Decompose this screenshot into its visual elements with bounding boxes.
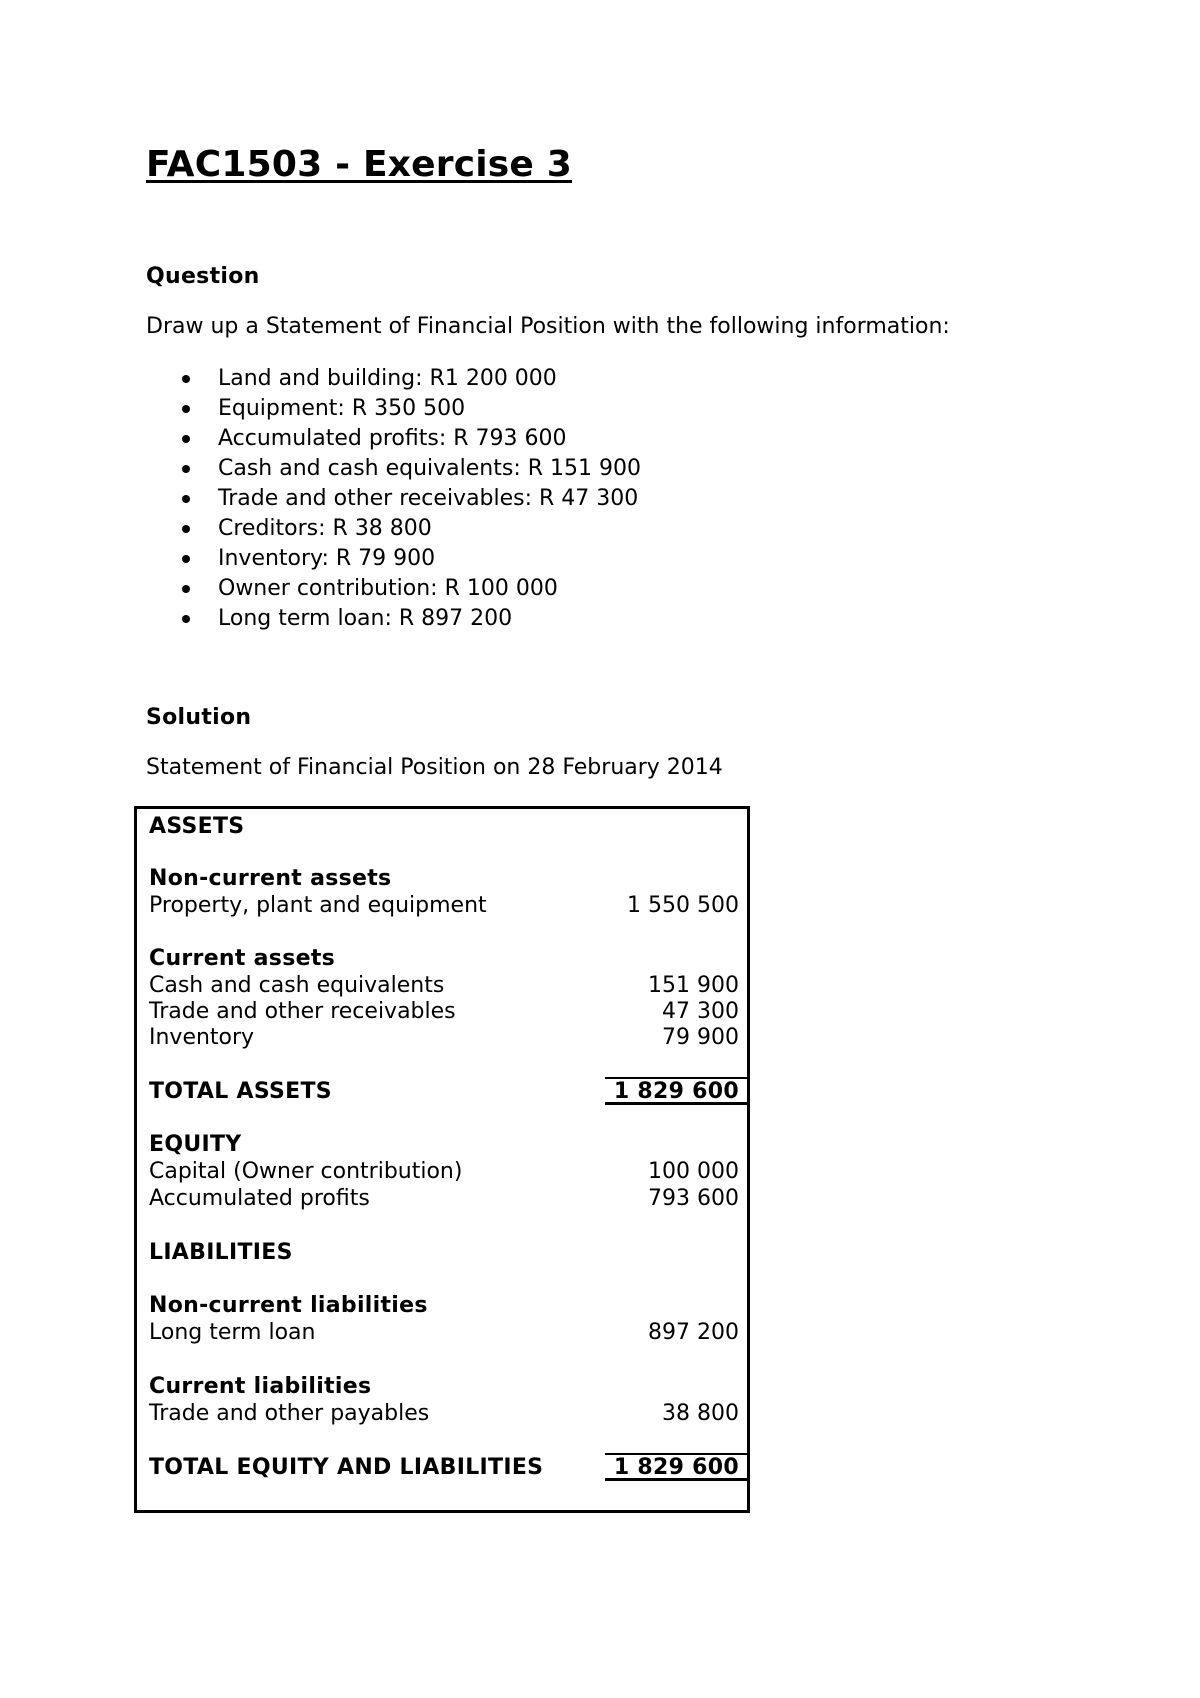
list-item — [146, 514, 641, 544]
bullet-icon — [182, 555, 190, 563]
list-item-text: Accumulated profits: R 793 600 — [218, 426, 567, 451]
row-amount: 47 300 — [662, 999, 739, 1024]
non-current-liabilities-heading — [149, 1293, 739, 1319]
list-item — [146, 364, 641, 394]
row-label: Inventory — [149, 1025, 255, 1050]
row-amount: 100 000 — [648, 1159, 739, 1184]
solution-heading: Solution — [146, 705, 252, 730]
table-row — [149, 1159, 739, 1185]
row-label: Capital (Owner contribution) — [149, 1159, 463, 1184]
row-amount: 897 200 — [648, 1320, 739, 1345]
list-item — [146, 604, 641, 634]
list-item — [146, 484, 641, 514]
list-item-text: Creditors: R 38 800 — [218, 516, 432, 541]
table-row — [149, 973, 739, 999]
list-item-text: Inventory: R 79 900 — [218, 546, 436, 571]
table-row — [149, 1186, 739, 1212]
row-label: TOTAL EQUITY AND LIABILITIES — [149, 1455, 544, 1480]
current-assets-heading — [149, 946, 739, 972]
row-amount: 151 900 — [648, 973, 739, 998]
heading-label: EQUITY — [149, 1132, 242, 1157]
row-label: Trade and other receivables — [149, 999, 456, 1024]
list-item — [146, 424, 641, 454]
financial-position-statement — [134, 806, 750, 1513]
row-amount: 38 800 — [662, 1401, 739, 1426]
equity-heading — [149, 1132, 739, 1158]
list-item-text: Land and building: R1 200 000 — [218, 366, 557, 391]
list-item-text: Owner contribution: R 100 000 — [218, 576, 558, 601]
statement-title: Statement of Financial Position on 28 February 2014 — [146, 755, 723, 780]
list-item-text: Trade and other receivables: R 47 300 — [218, 486, 639, 511]
table-row — [149, 1320, 739, 1346]
table-row — [149, 999, 739, 1025]
heading-label: Current liabilities — [149, 1374, 372, 1399]
assets-heading — [149, 814, 739, 840]
list-item — [146, 574, 641, 604]
list-item — [146, 544, 641, 574]
question-text: Draw up a Statement of Financial Position with the following information: — [146, 314, 950, 339]
heading-label: ASSETS — [149, 814, 245, 839]
row-label: Long term loan — [149, 1320, 316, 1345]
list-item — [146, 394, 641, 424]
table-row — [149, 1401, 739, 1427]
list-item-text: Equipment: R 350 500 — [218, 396, 466, 421]
heading-label: Non-current liabilities — [149, 1293, 428, 1318]
heading-label: LIABILITIES — [149, 1240, 293, 1265]
total-assets-row — [149, 1079, 739, 1105]
current-liabilities-heading — [149, 1374, 739, 1400]
row-amount: 793 600 — [648, 1186, 739, 1211]
row-amount: 79 900 — [662, 1025, 739, 1050]
bullet-icon — [182, 585, 190, 593]
table-row — [149, 893, 739, 919]
bullet-icon — [182, 525, 190, 533]
row-label: Cash and cash equivalents — [149, 973, 445, 998]
bullet-icon — [182, 495, 190, 503]
bullet-icon — [182, 615, 190, 623]
bullet-icon — [182, 405, 190, 413]
information-list — [146, 364, 641, 634]
heading-label: Non-current assets — [149, 866, 392, 891]
row-amount: 1 550 500 — [627, 893, 739, 918]
heading-label: Current assets — [149, 946, 336, 971]
list-item — [146, 454, 641, 484]
row-amount: 1 829 600 — [613, 1455, 739, 1480]
liabilities-heading — [149, 1240, 739, 1266]
row-label: TOTAL ASSETS — [149, 1079, 332, 1104]
list-item-text: Cash and cash equivalents: R 151 900 — [218, 456, 641, 481]
bullet-icon — [182, 435, 190, 443]
row-label: Accumulated profits — [149, 1186, 370, 1211]
row-amount: 1 829 600 — [613, 1079, 739, 1104]
list-item-text: Long term loan: R 897 200 — [218, 606, 513, 631]
bullet-icon — [182, 465, 190, 473]
total-equity-liabilities-row — [149, 1455, 739, 1481]
table-row — [149, 1025, 739, 1051]
bullet-icon — [182, 375, 190, 383]
question-heading: Question — [146, 264, 260, 289]
row-label: Trade and other payables — [149, 1401, 430, 1426]
document-title: FAC1503 - Exercise 3 — [146, 144, 573, 185]
non-current-assets-heading — [149, 866, 739, 892]
row-label: Property, plant and equipment — [149, 893, 487, 918]
